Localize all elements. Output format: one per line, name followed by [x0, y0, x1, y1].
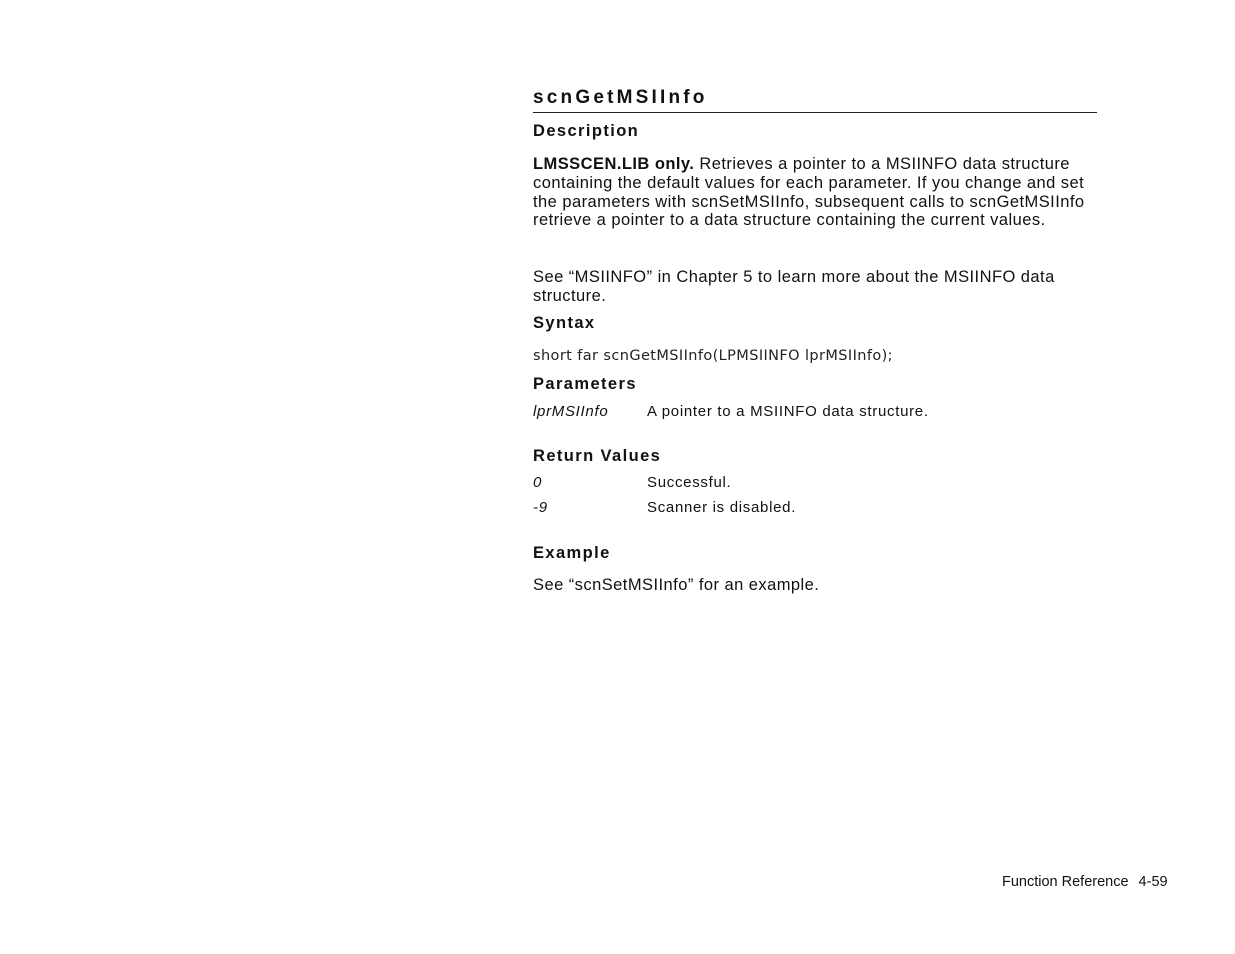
parameter-description: A pointer to a MSIINFO data structure.	[647, 403, 929, 420]
description-lead-bold: LMSSCEN.LIB only.	[533, 155, 695, 173]
footer-section-title: Function Reference	[1002, 874, 1129, 890]
return-value: 0	[533, 474, 543, 491]
return-value-description: Scanner is disabled.	[647, 499, 797, 516]
return-value-description: Successful.	[647, 474, 732, 491]
return-values-heading: Return Values	[533, 447, 662, 465]
example-heading: Example	[533, 544, 611, 562]
description-lead-text: Retrieves a pointer to a MSIINFO data structure containing the default values for each parameter. If you change and set the parameters with scnSetMSIInfo, subsequent calls to scnGetMSIInfo retrieve a pointer to a data structure containing the current values.	[533, 155, 1085, 230]
example-text: See “scnSetMSIInfo” for an example.	[533, 576, 820, 594]
parameters-heading: Parameters	[533, 375, 637, 393]
footer-page-number: 4-59	[1138, 874, 1168, 890]
function-title: scnGetMSIInfo	[533, 86, 1097, 113]
page-footer	[1002, 873, 1168, 891]
description-heading: Description	[533, 122, 640, 140]
return-value: -9	[533, 499, 548, 516]
description-paragraph	[533, 155, 1093, 230]
syntax-heading: Syntax	[533, 314, 596, 332]
description-see-also: See “MSIINFO” in Chapter 5 to learn more about the MSIINFO data structure.	[533, 268, 1055, 305]
syntax-code: short far scnGetMSIInfo(LPMSIINFO lprMSIInfo);	[533, 348, 893, 364]
parameter-name: lprMSIInfo	[533, 403, 609, 420]
